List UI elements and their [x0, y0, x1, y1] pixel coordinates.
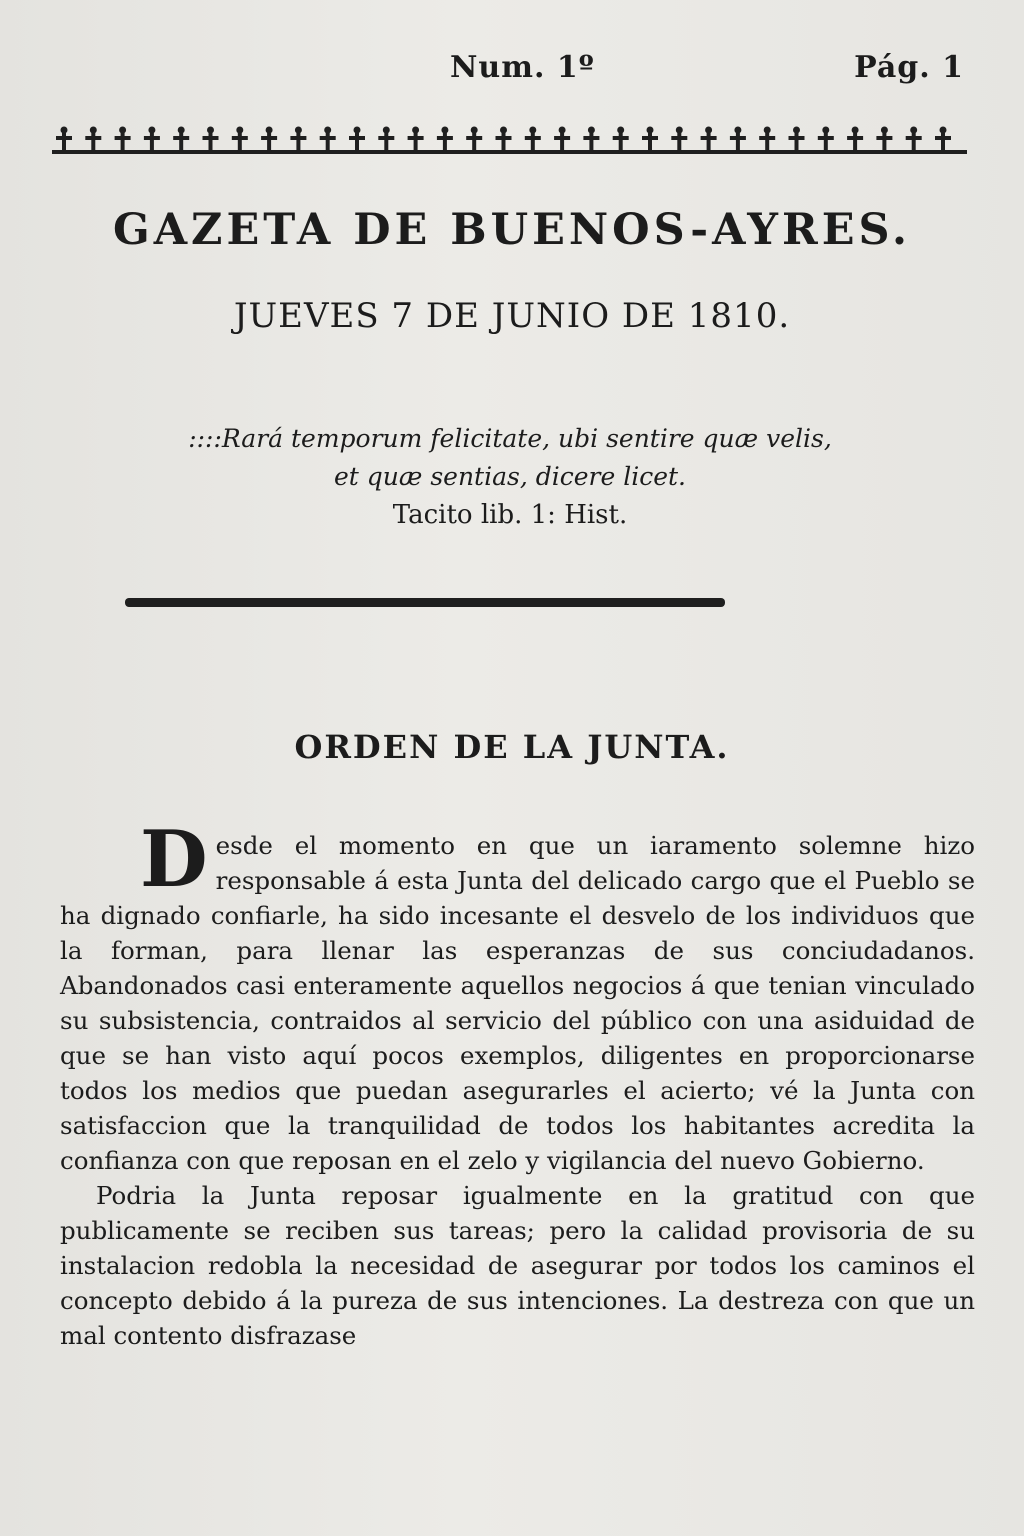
epigraph-attribution: Tacito lib. 1: Hist. [392, 500, 628, 530]
divider-rule [125, 598, 725, 607]
ornament-border [52, 124, 967, 160]
masthead-title: GAZETA DE BUENOS-AYRES. [112, 205, 912, 255]
drop-cap: D [140, 814, 208, 905]
epigraph-line-1: ::::Rará temporum felicitate, ubi sentire quæ velis, [188, 424, 832, 453]
paragraph-1-text: esde el momento en que un iaramento solemne hizo responsable á esta Junta del delicado cargo que el Pueblo se ha dignado confiarle, ha sido incesante el desvelo de los individuos que la forman, para llenar las esperanzas de sus conciudadanos. Abandonados casi enteramente aquellos negocios á que tenian vinculado su subsistencia, contraidos al servicio del público con una asiduidad de que se han visto aquí pocos exemplos, diligentes en proporcionarse todos los medios que puedan asegurarles el acierto; vé la Junta con satisfaccion que la tranquilidad de todos los habitantes acredita la confianza con que reposan en el zelo y vigilancia del nuevo Gobierno. [60, 831, 975, 1175]
article-body [60, 814, 975, 1353]
epigraph-line-2: et quæ sentias, dicere licet. [333, 462, 686, 491]
issue-number: Num. 1º [450, 50, 595, 85]
section-title: ORDEN DE LA JUNTA. [294, 728, 730, 766]
paragraph-1 [60, 814, 975, 1178]
page-number: Pág. 1 [854, 50, 964, 85]
issue-date: JUEVES 7 DE JUNIO DE 1810. [233, 296, 791, 336]
page-header [450, 50, 964, 85]
paragraph-2: Podria la Junta reposar igualmente en la gratitud con que publicamente se reciben sus tareas; pero la calidad provisoria de su instalacion redobla la necesidad de asegurar por todos los caminos el concepto debido á la pureza de sus intenciones. La destreza con que un mal contento disfrazase [60, 1181, 975, 1350]
epigraph [55, 420, 965, 534]
